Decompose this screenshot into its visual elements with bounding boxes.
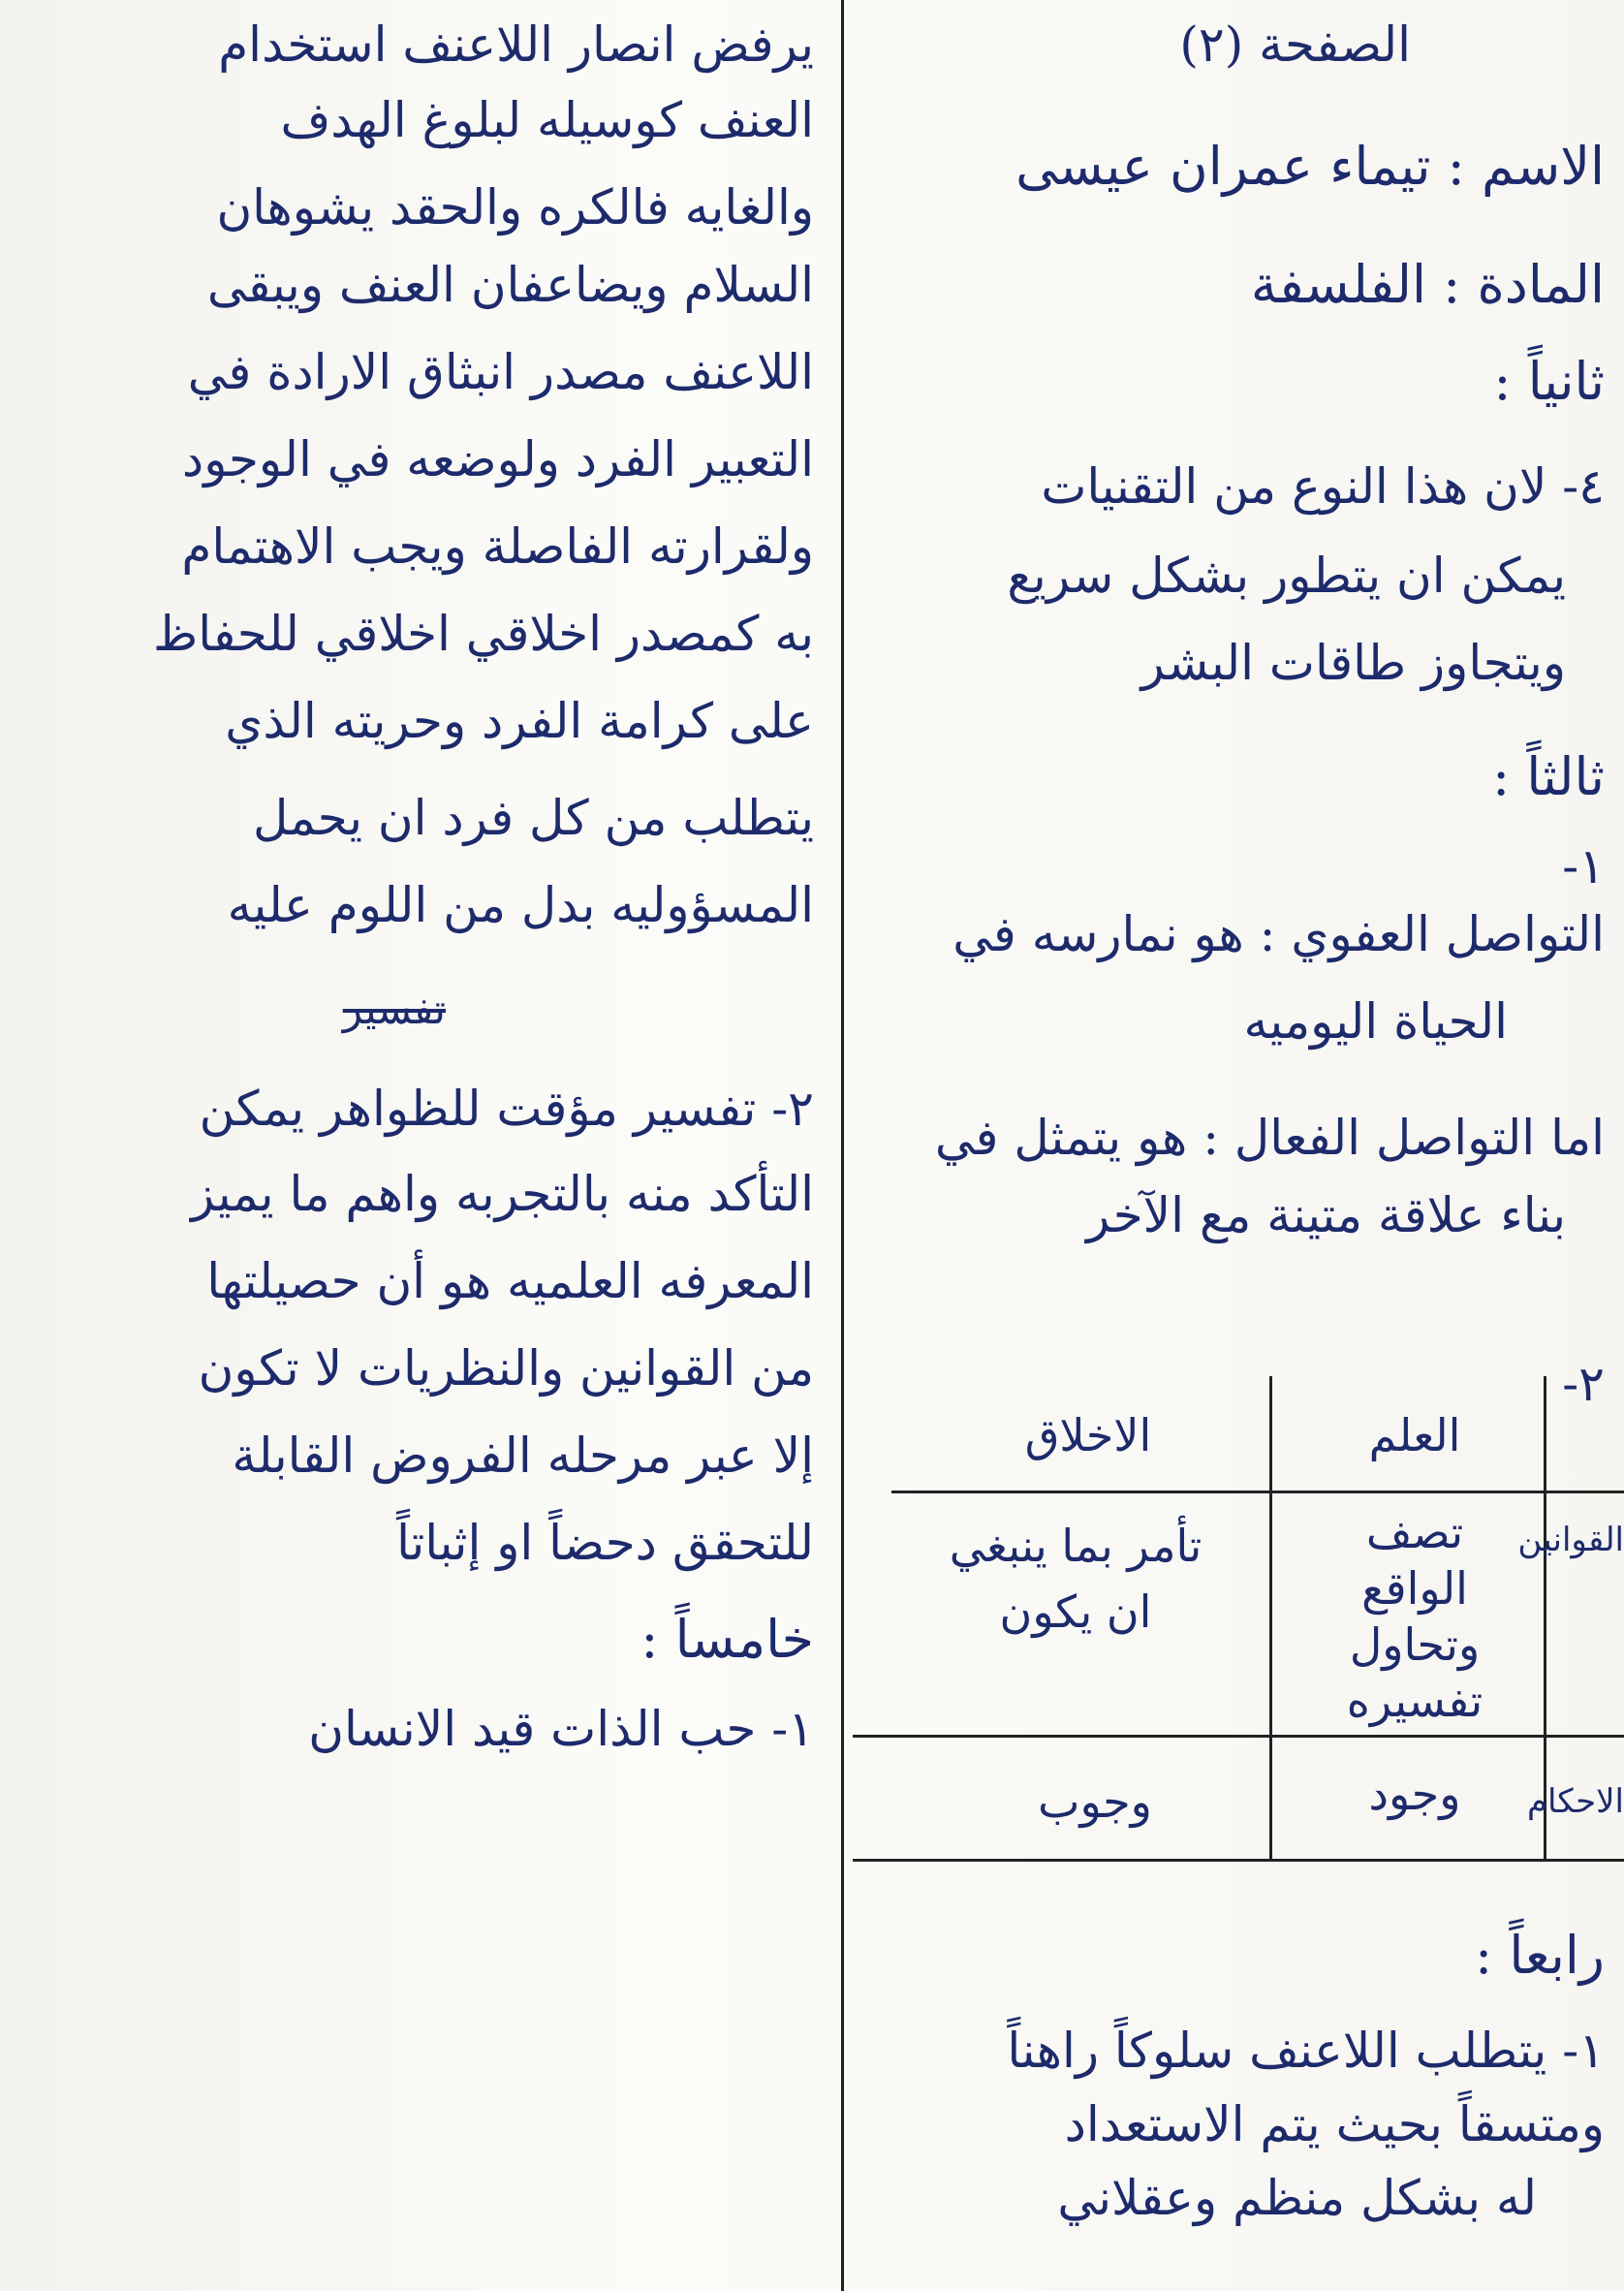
- text-line: اما التواصل الفعال : هو يتمثل في: [934, 1110, 1605, 1166]
- text-line: إلا عبر مرحله الفروض القابلة: [232, 1428, 814, 1484]
- text-line: على كرامة الفرد وحريته الذي: [225, 693, 814, 749]
- text-line: المسؤوليه بدل من اللوم عليه: [227, 877, 814, 933]
- text-line: يتطلب من كل فرد ان يحمل: [253, 790, 814, 846]
- table-cell: وجوب: [1038, 1775, 1152, 1828]
- text-line: بناء علاقة متينة مع الآخر: [1086, 1187, 1566, 1243]
- text-line: يمكن ان يتطور بشكل سريع: [1007, 548, 1566, 604]
- question-number: ١-: [1562, 838, 1605, 894]
- section-heading: رابعاً :: [1475, 1925, 1605, 1986]
- text-line: ٤- لان هذا النوع من التقنيات: [1041, 458, 1605, 515]
- text-line: به كمصدر اخلاقي اخلاقي للحفاظ: [152, 606, 814, 662]
- text-line: من القوانين والنظريات لا تكون: [198, 1340, 814, 1397]
- table-cell: وتحاول: [1349, 1618, 1481, 1671]
- table-cell: وجود: [1368, 1768, 1461, 1820]
- text-line: المعرفه العلميه هو أن حصيلتها: [206, 1253, 814, 1309]
- table-header-science: العلم: [1368, 1409, 1461, 1461]
- text-line: ١- حب الذات قيد الانسان: [308, 1701, 814, 1757]
- table-cell: الواقع: [1361, 1562, 1468, 1615]
- text-line: السلام ويضاعفان العنف ويبقى: [206, 257, 814, 313]
- section-heading: ثانياً :: [1493, 351, 1605, 412]
- page-label: الصفحة (٢): [1179, 16, 1411, 73]
- text-line: ٢- تفسير مؤقت للظواهر يمكن: [199, 1081, 814, 1137]
- text-line: ١- يتطلب اللاعنف سلوكاً راهناً: [1007, 2023, 1605, 2079]
- text-line: التعبير الفرد ولوضعه في الوجود: [181, 431, 814, 487]
- section-heading: خامساً :: [640, 1609, 814, 1670]
- text-line: التواصل العفوي : هو نمارسه في: [953, 906, 1605, 962]
- crossed-out-word: تفسير: [342, 986, 446, 1033]
- text-line: ومتسقاً بحيث يتم الاستعداد: [1064, 2096, 1605, 2152]
- text-line: الحياة اليوميه: [1243, 993, 1508, 1050]
- section-heading: ثالثاً :: [1491, 746, 1605, 807]
- text-line: العنف كوسيله لبلوغ الهدف: [280, 92, 814, 148]
- table-cell: تفسيره: [1346, 1675, 1483, 1727]
- table-cell: تصف: [1365, 1506, 1464, 1558]
- table-row-label: الاحكام: [1526, 1782, 1624, 1821]
- table-header-ethics: الاخلاق: [1024, 1409, 1152, 1461]
- subject-line: المادة : الفلسفة: [1250, 254, 1605, 315]
- question-number: ٢-: [1562, 1356, 1605, 1412]
- text-line: ويتجاوز طاقات البشر: [1140, 635, 1566, 691]
- table-cell: ان يكون: [999, 1585, 1152, 1638]
- table-cell: تأمر بما ينبغي: [949, 1520, 1202, 1572]
- text-line: للتحقق دحضاً او إثباتاً: [396, 1515, 814, 1571]
- text-line: ولقرارته الفاصلة ويجب الاهتمام: [181, 518, 814, 575]
- text-line: له بشكل منظم وعقلاني: [1057, 2170, 1537, 2226]
- student-name: الاسم : تيماء عمران عيسى: [1015, 136, 1605, 197]
- right-column: [853, 0, 1624, 2291]
- text-line: يرفض انصار اللاعنف استخدام: [218, 16, 814, 73]
- text-line: والغايه فالكره والحقد يشوهان: [216, 179, 814, 235]
- text-line: التأكد منه بالتجربه واهم ما يميز: [191, 1166, 814, 1222]
- text-line: اللاعنف مصدر انبثاق الارادة في: [187, 344, 814, 400]
- table-row-label: القوانين: [1517, 1521, 1624, 1559]
- column-divider: [841, 0, 844, 2291]
